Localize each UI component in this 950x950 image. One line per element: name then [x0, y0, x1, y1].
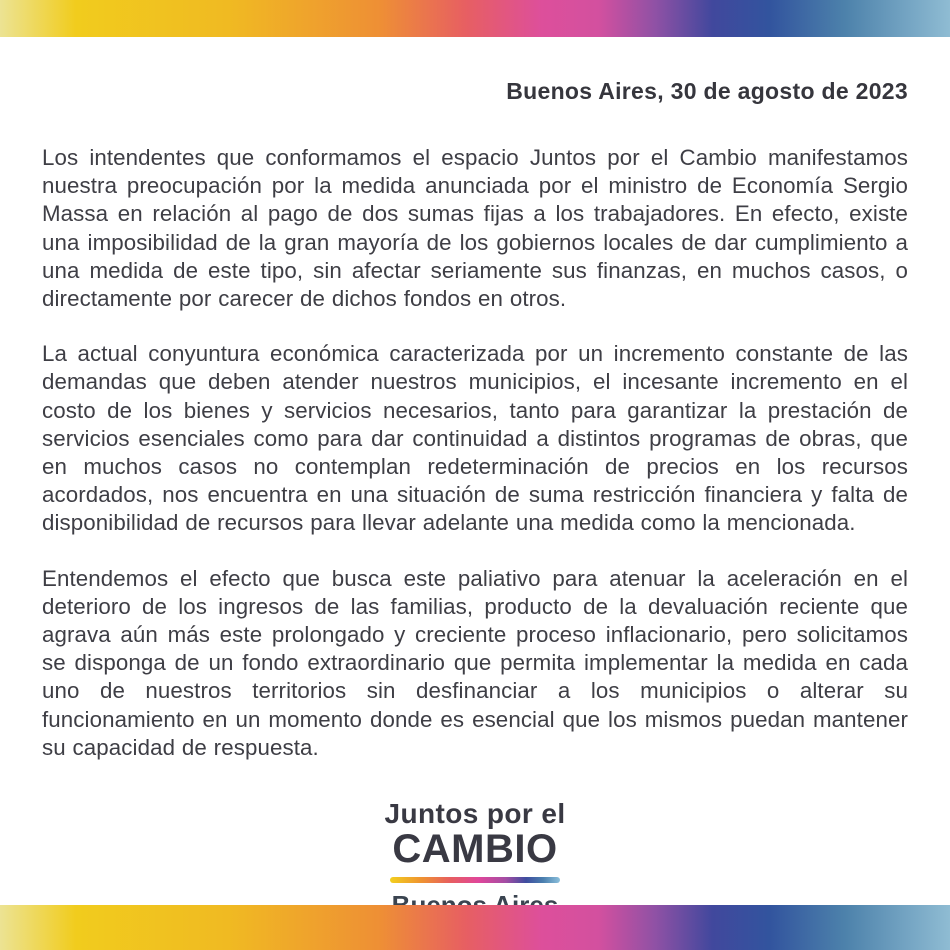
- logo-gradient-line: [390, 877, 560, 883]
- statement-content: [42, 37, 908, 921]
- logo-text-main: CAMBIO: [392, 827, 558, 872]
- logo-text-top: Juntos por el: [384, 798, 566, 830]
- date-line: Buenos Aires, 30 de agosto de 2023: [506, 78, 908, 104]
- bottom-gradient-band: [0, 905, 950, 950]
- juntos-por-el-cambio-logo: [42, 798, 908, 921]
- paragraph-1: Los intendentes que conformamos el espacio Juntos por el Cambio manifestamos nuestra preocupación por la medida anunciada por el ministro de Economía Sergio Massa en relación al pago de dos sumas fijas a los trabajadores. En efecto, existe una imposibilidad de la gran mayoría de los gobiernos locales de dar cumplimiento a una medida de este tipo, sin afectar seriamente sus finanzas, en muchos casos, o directamente por carecer de dichos fondos en otros.: [42, 145, 908, 312]
- top-gradient-band: [0, 0, 950, 37]
- paragraph-2: La actual conyuntura económica caracterizada por un incremento constante de las demandas que deben atender nuestros municipios, el incesante incremento en el costo de los bienes y servicios necesarios, tanto para garantizar la prestación de servicios esenciales como para dar continuidad a distintos programas de obras, que en muchos casos no contemplan redeterminación de precios en los recursos acordados, nos encuentra en una situación de suma restricción financiera y falta de disponibilidad de recursos para llevar adelante una medida como la mencionada.: [42, 341, 908, 536]
- paragraph-3: Entendemos el efecto que busca este paliativo para atenuar la aceleración en el deterioro de los ingresos de las familias, producto de la devaluación reciente que agrava aún más este prolongado y creciente proceso inflacionario, pero solicitamos se disponga de un fondo extraordinario que permita implementar la medida en cada uno de nuestros territorios sin desfinanciar a los municipios o alterar su funcionamiento en un momento donde es esencial que los mismos puedan mantener su capacidad de respuesta.: [42, 565, 908, 760]
- statement-body: [42, 144, 908, 762]
